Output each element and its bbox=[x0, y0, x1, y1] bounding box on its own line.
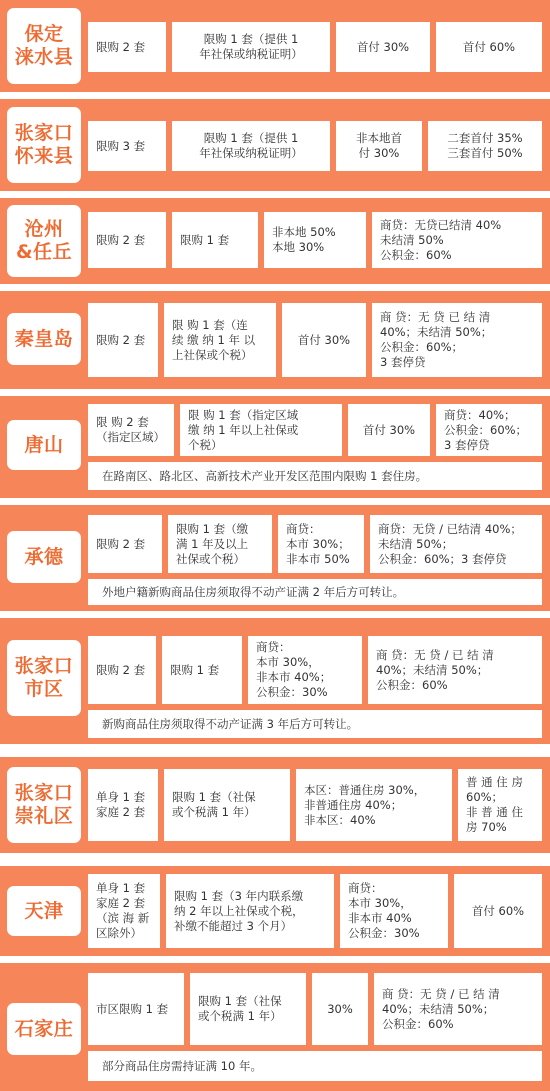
region-tangshan bbox=[0, 396, 550, 498]
purchase-limit-local-cell: 单身 1 套 家庭 2 套 bbox=[88, 769, 158, 841]
first-home-down-payment-cell: 首付 30% bbox=[348, 404, 430, 456]
region-zhangjiakou-huailai bbox=[0, 99, 550, 191]
first-home-down-payment-cell: 非本地首 付 30% bbox=[336, 121, 422, 171]
region-cangzhou-renqiu bbox=[0, 198, 550, 284]
city-name-line: 崇礼区 bbox=[14, 805, 74, 827]
purchase-limit-nonlocal-cell: 限购 1 套（提供 1 年社保或纳税证明） bbox=[172, 121, 330, 171]
second-home-down-payment-cell: 商 贷：无 贷 / 已 结 清 40%；未结清 50%； 公积金：60% bbox=[374, 973, 542, 1045]
second-home-down-payment-cell: 商贷：40%； 公积金：60%； 3 套停贷 bbox=[436, 404, 542, 456]
first-home-down-payment-cell: 本区：普通住房 30%， 非普通住房 40%； 非本区：40% bbox=[296, 769, 452, 841]
purchase-limit-local-cell: 限 购 2 套 （指定区域） bbox=[88, 404, 174, 456]
purchase-limit-nonlocal-cell: 限购 1 套（提供 1 年社保或纳税证明） bbox=[172, 22, 330, 72]
city-label bbox=[6, 1003, 82, 1055]
city-name-line: 市区 bbox=[24, 678, 64, 700]
second-home-down-payment-cell: 商 贷：无 贷 已 结 清 40%；未结清 50%； 公积金：60%； 3 套停贷 bbox=[372, 303, 542, 377]
city-name-line: 石家庄 bbox=[14, 1017, 74, 1040]
region-note: 在路南区、路北区、高新技术产业开发区范围内限购 1 套住房。 bbox=[88, 462, 542, 490]
region-note: 外地户籍新购商品住房须取得不动产证满 2 年后方可转让。 bbox=[88, 579, 542, 605]
city-name-line: 保定 bbox=[24, 23, 64, 45]
purchase-limit-local-cell: 限购 3 套 bbox=[88, 121, 166, 171]
second-home-down-payment-cell: 普 通 住 房 60%； 非 普 通 住 房 70% bbox=[458, 769, 542, 841]
city-label bbox=[6, 313, 82, 365]
purchase-limit-local-cell: 限购 2 套 bbox=[88, 212, 166, 268]
first-home-down-payment-cell: 商贷： 本市 30%， 非本市 40% 公积金：30% bbox=[340, 874, 448, 948]
city-name-line: 唐山 bbox=[24, 433, 64, 456]
purchase-limit-nonlocal-cell: 限 购 1 套（连 续 缴 纳 1 年 以 上社保或个税） bbox=[164, 303, 276, 377]
second-home-down-payment-cell: 首付 60% bbox=[436, 22, 542, 72]
city-label bbox=[6, 886, 82, 936]
first-home-down-payment-cell: 30% bbox=[312, 973, 368, 1045]
city-name-line: 张家口 bbox=[14, 655, 74, 677]
purchase-limit-local-cell: 市区限购 1 套 bbox=[88, 973, 184, 1045]
purchase-limit-nonlocal-cell: 限购 1 套（社保 或个税满 1 年） bbox=[190, 973, 306, 1045]
city-label bbox=[6, 107, 82, 183]
city-label bbox=[6, 767, 82, 843]
city-label bbox=[6, 8, 82, 84]
region-qinhuangdao bbox=[0, 291, 550, 389]
purchase-limit-nonlocal-cell: 限购 1 套（缴 满 1 年及以上 社保或个税） bbox=[168, 515, 272, 573]
region-chengde bbox=[0, 505, 550, 611]
region-baoding-laishui bbox=[0, 0, 550, 92]
purchase-limit-nonlocal-cell: 限购 1 套 bbox=[172, 212, 258, 268]
first-home-down-payment-cell: 商贷： 本市 30%； 非本市 50% bbox=[278, 515, 364, 573]
purchase-limit-local-cell: 限购 2 套 bbox=[88, 22, 166, 72]
city-name-line: 天津 bbox=[24, 899, 64, 922]
city-name-line: 张家口 bbox=[14, 122, 74, 144]
purchase-limit-local-cell: 限购 2 套 bbox=[88, 515, 162, 573]
city-label bbox=[6, 205, 82, 277]
city-name-line: 张家口 bbox=[14, 782, 74, 804]
purchase-limit-nonlocal-cell: 限购 1 套（3 年内联系缴 纳 2 年以上社保或个税， 补缴不能超过 3 个月） bbox=[166, 874, 334, 948]
second-home-down-payment-cell: 商贷：无贷 / 已结清 40%； 未结清 50%； 公积金：60%；3 套停贷 bbox=[370, 515, 542, 573]
city-name-line: 秦皇岛 bbox=[14, 327, 74, 350]
city-label bbox=[6, 640, 82, 716]
city-label bbox=[6, 531, 82, 583]
city-name-line: 承德 bbox=[24, 545, 64, 568]
first-home-down-payment-cell: 首付 30% bbox=[282, 303, 366, 377]
second-home-down-payment-cell: 商 贷：无 贷 / 已 结 清 40%；未结清 50%； 公积金：60% bbox=[368, 636, 542, 704]
second-home-down-payment-cell: 二套首付 35% 三套首付 50% bbox=[428, 121, 542, 171]
region-note: 新购商品住房须取得不动产证满 3 年后方可转让。 bbox=[88, 710, 542, 738]
city-name-line: &任丘 bbox=[15, 241, 73, 263]
second-home-down-payment-cell: 首付 60% bbox=[454, 874, 542, 948]
purchase-limit-local-cell: 限购 2 套 bbox=[88, 636, 156, 704]
first-home-down-payment-cell: 商贷： 本市 30%， 非本市 40%； 公积金：30% bbox=[248, 636, 362, 704]
city-name-line: 沧州 bbox=[24, 218, 64, 240]
region-shijiazhuang bbox=[0, 963, 550, 1091]
first-home-down-payment-cell: 首付 30% bbox=[336, 22, 430, 72]
purchase-limit-nonlocal-cell: 限购 1 套（社保 或个税满 1 年） bbox=[164, 769, 290, 841]
city-label bbox=[6, 420, 82, 470]
first-home-down-payment-cell: 非本地 50% 本地 30% bbox=[264, 212, 366, 268]
purchase-limit-nonlocal-cell: 限购 1 套 bbox=[162, 636, 242, 704]
second-home-down-payment-cell: 商贷：无贷已结清 40% 未结清 50% 公积金：60% bbox=[372, 212, 542, 268]
city-name-line: 怀来县 bbox=[14, 145, 74, 167]
city-name-line: 涞水县 bbox=[14, 46, 74, 68]
region-zhangjiakou-chongli bbox=[0, 757, 550, 853]
purchase-limit-local-cell: 限购 2 套 bbox=[88, 303, 158, 377]
purchase-limit-local-cell: 单身 1 套 家庭 2 套 （滨 海 新 区除外） bbox=[88, 874, 160, 948]
purchase-limit-nonlocal-cell: 限 购 1 套（指定区域 缴 纳 1 年以上社保或 个税） bbox=[180, 404, 342, 456]
region-zhangjiakou-city bbox=[0, 618, 550, 744]
region-tianjin bbox=[0, 866, 550, 956]
region-note: 部分商品住房需持证满 10 年。 bbox=[88, 1051, 542, 1081]
